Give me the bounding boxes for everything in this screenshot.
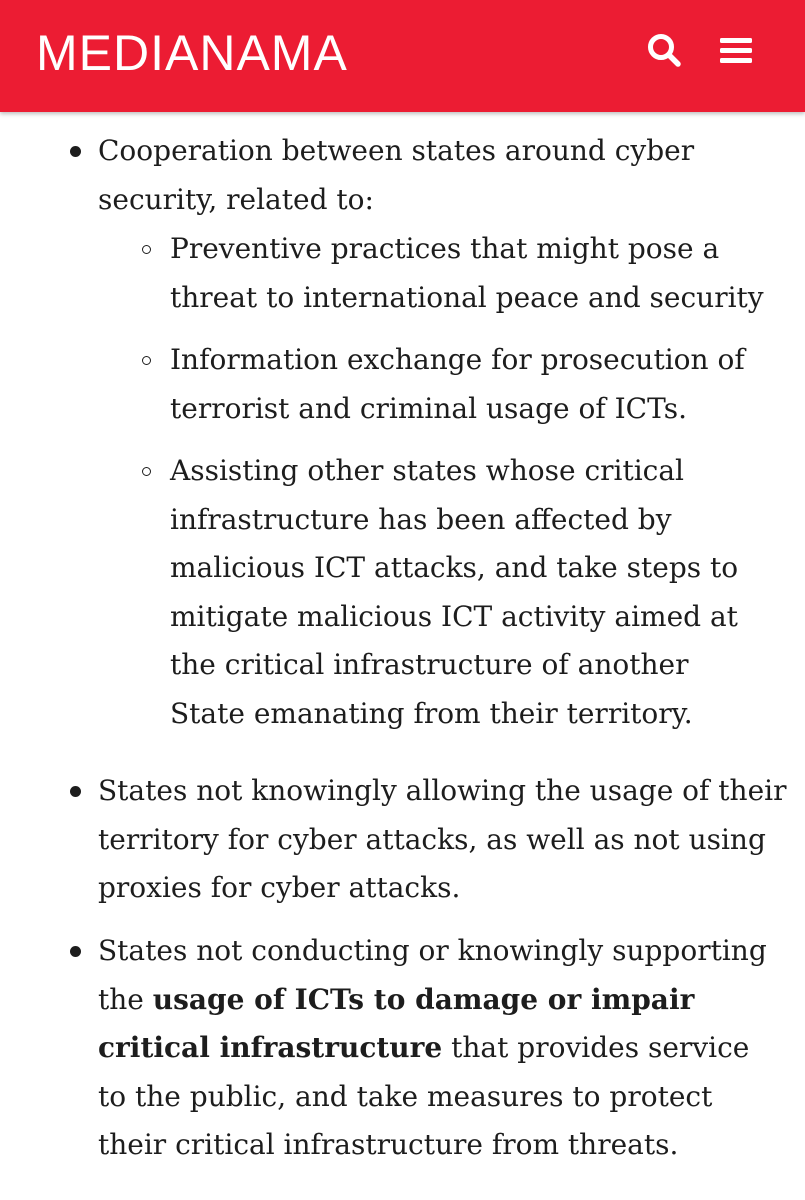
list-item — [0, 336, 805, 433]
list-item-text: States not knowingly allowing the usage of their territory for cyber attacks, as well as not using proxies for cyber attacks. — [98, 774, 787, 904]
bullet-dot-icon — [70, 786, 81, 797]
bullet-circle-icon — [142, 467, 151, 476]
bullet-circle-icon — [142, 245, 151, 254]
list-item — [0, 127, 805, 224]
list-item — [0, 767, 805, 913]
list-item — [0, 225, 805, 322]
site-logo[interactable]: MEDIANAMA — [36, 25, 348, 81]
menu-button[interactable] — [716, 30, 756, 70]
sublist-item-text: Preventive practices that might pose a threat to international peace and security — [170, 232, 764, 314]
list-item-text — [98, 927, 778, 1170]
sublist-item-text: Information exchange for prosecution of terrorist and criminal usage of ICTs. — [170, 343, 745, 425]
list-item-text-after: that provides service to the public, and take measures to protect their critical infrastructure from threats. — [98, 1031, 750, 1161]
list-item — [0, 927, 805, 1170]
sublist-item-text: Assisting other states whose critical infrastructure has been affected by malicious ICT attacks, and take steps to mitigate malicious ICT activity aimed at the critical infrastructure of another State emanating from their territory. — [170, 454, 739, 730]
search-icon — [644, 30, 684, 70]
site-header — [0, 0, 805, 112]
list-item — [0, 447, 805, 738]
bullet-dot-icon — [70, 146, 81, 157]
article-content — [0, 112, 805, 1200]
bullet-dot-icon — [70, 946, 81, 957]
hamburger-menu-icon — [716, 30, 756, 70]
list-item-text-bold: usage of ICTs to damage or impair critical infrastructure — [98, 982, 695, 1064]
bullet-circle-icon — [142, 356, 151, 365]
list-item-text: Cooperation between states around cyber security, related to: — [98, 134, 695, 216]
list-item-text-before: States not conducting or knowingly supporting the — [98, 934, 767, 1016]
search-button[interactable] — [644, 30, 684, 70]
